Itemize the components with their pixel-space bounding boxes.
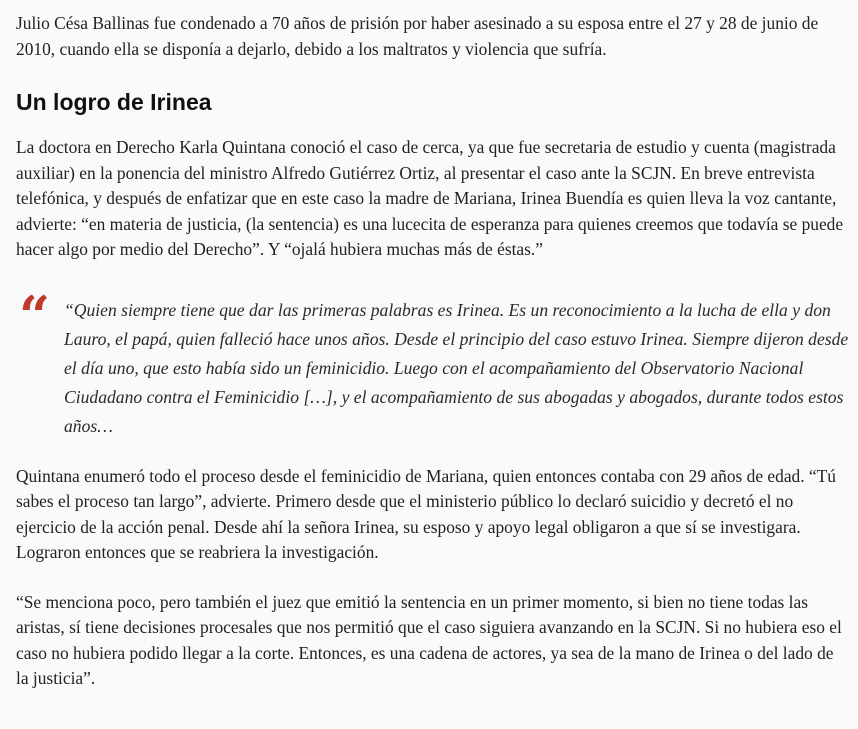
paragraph-judge: “Se menciona poco, pero también el juez que emitió la sentencia en un primer momento, si bien no tiene todas las aristas, sí tiene decisiones procesales que nos permitió que el caso siguiera avanzando en la SCJN. Si no hubiera eso el caso no hubiera podido llegar a la corte. Entonces, es una cadena de actores, ya sea de la mano de Irinea o del lado de la justicia”. — [16, 591, 842, 688]
pull-quote — [16, 283, 850, 441]
intro-paragraph: Julio Césa Ballinas fue condenado a 70 años de prisión por haber asesinado a su esposa entre el 27 y 28 de junio de 2010, cuando ella se disponía a dejarlo, debido a los maltratos y violencia que sufría. — [16, 13, 819, 59]
section-heading: Un logro de Irinea — [16, 89, 212, 115]
pull-quote-text: “Quien siempre tiene que dar las primeras palabras es Irinea. Es un reconocimiento a la lucha de ella y don Lauro, el papá, quien falleció hace unos años. Desde el principio del caso estuvo Irinea. Siempre dijeron desde el día uno, que esto había sido un feminicidio. Luego con el acompañamiento del Observatorio Nacional Ciudadano contra el Feminicidio […], y el acompañamiento de sus abogadas y abogados, durante todos estos años… — [64, 299, 849, 436]
article-body — [16, 0, 850, 692]
paragraph-process: Quintana enumeró todo el proceso desde el feminicidio de Mariana, quien entonces contaba con 29 años de edad. “Tú sabes el proceso tan largo”, advierte. Primero desde que el ministerio público lo declaró suicidio y decretó el no ejercicio de la acción penal. Desde ahí la señora Irinea, su esposo y apoyo legal obligaron a que sí se investigara. Lograron entonces que se reabriera la investigación. — [16, 465, 836, 562]
quote-mark-icon: “ — [19, 283, 51, 348]
paragraph-quintana: La doctora en Derecho Karla Quintana conoció el caso de cerca, ya que fue secretaria de estudio y cuenta (magistrada auxiliar) en la ponencia del ministro Alfredo Gutiérrez Ortiz, al presentar el caso ante la SCJN. En breve entrevista telefónica, y después de enfatizar que en este caso la madre de Mariana, Irinea Buendía es quien lleva la voz cantante, advierte: “en materia de justicia, (la sentencia) es una lucecita de esperanza para quienes creemos que todavía se puede hacer algo por medio del Derecho”. Y “ojalá hubiera muchas más de éstas.” — [16, 137, 844, 259]
